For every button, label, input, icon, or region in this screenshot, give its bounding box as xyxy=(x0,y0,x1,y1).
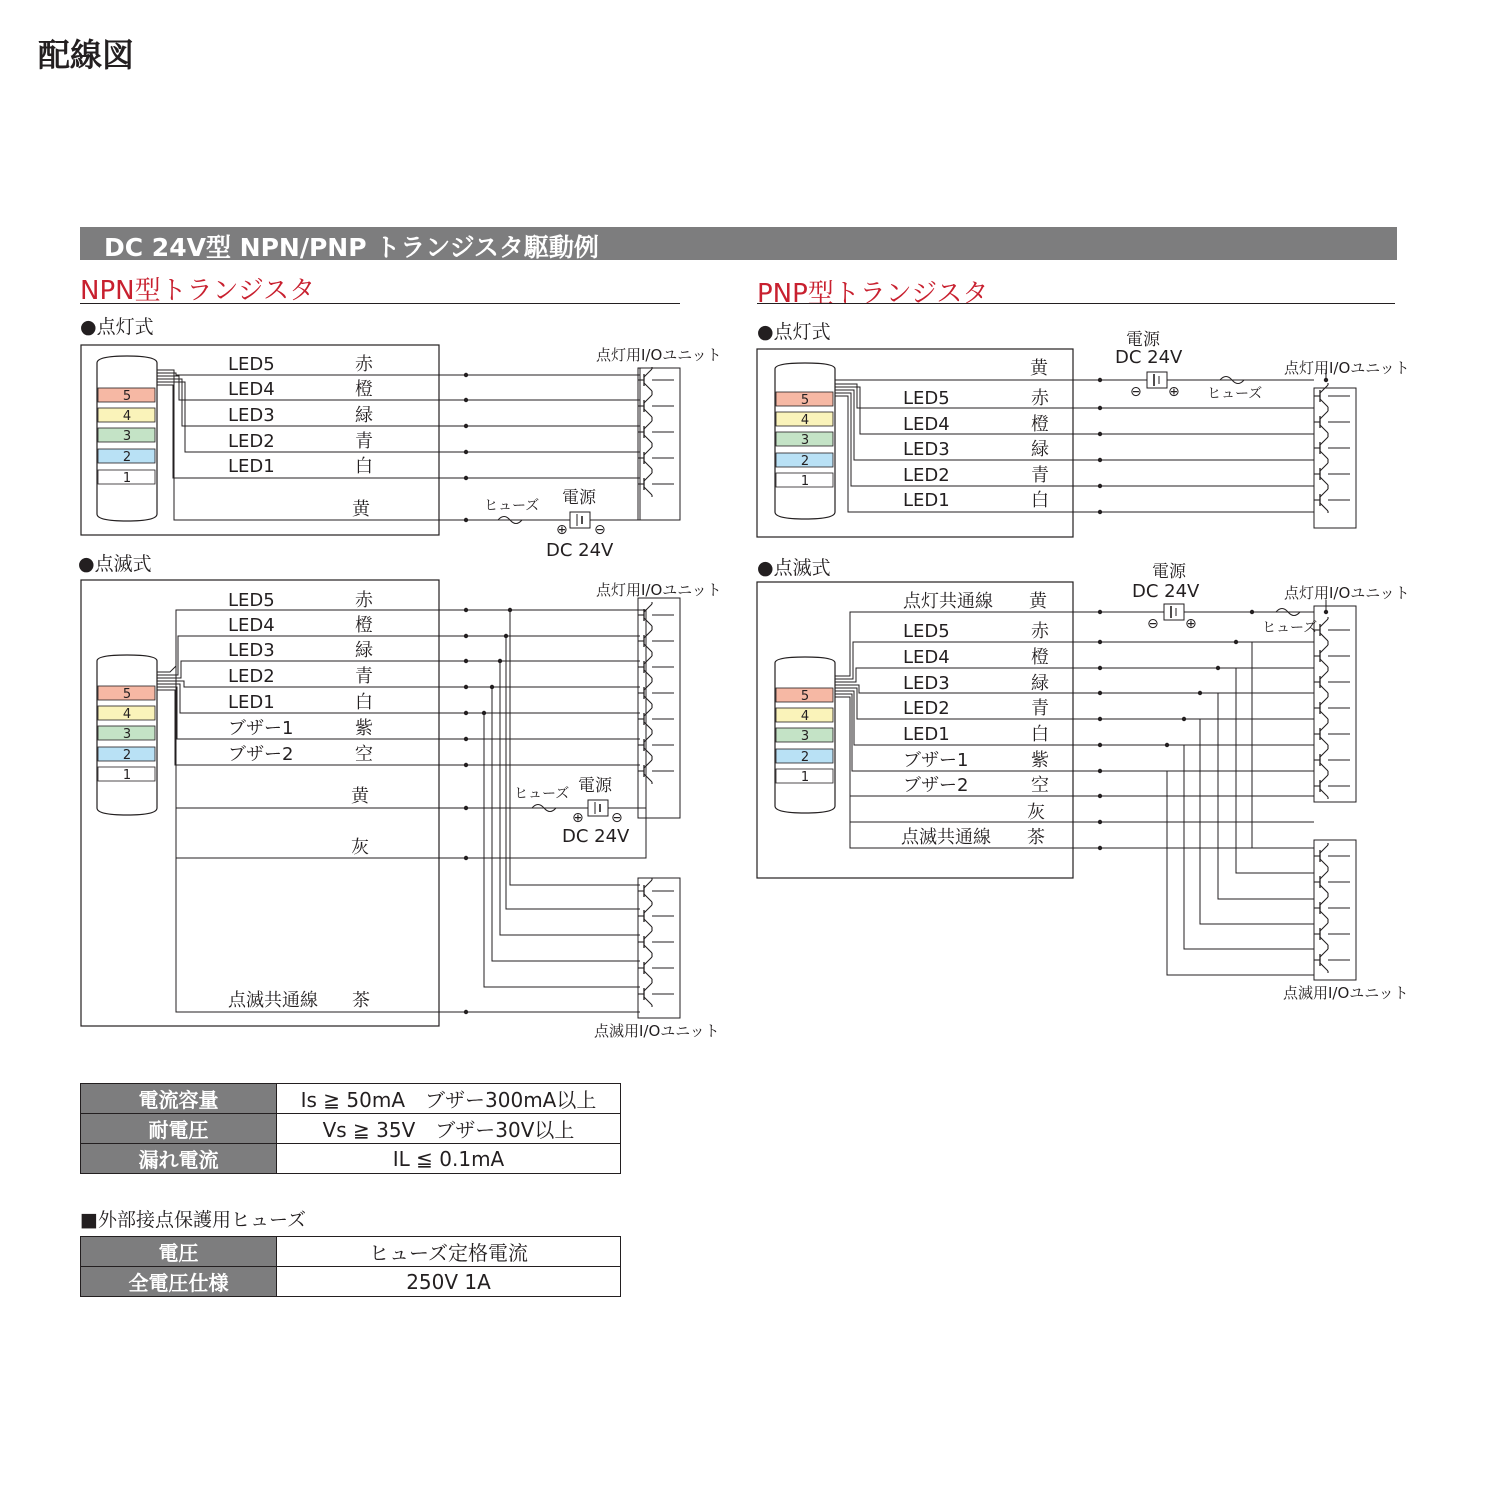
svg-text:灰: 灰 xyxy=(1027,802,1045,823)
svg-text:LED1: LED1 xyxy=(903,490,950,511)
spec-value: Vs ≧ 35V ブザー30V以上 xyxy=(277,1114,621,1144)
svg-text:LED4: LED4 xyxy=(228,615,275,636)
svg-text:LED2: LED2 xyxy=(228,666,275,687)
svg-text:ヒューズ: ヒューズ xyxy=(1207,386,1263,402)
pnp-steady-power xyxy=(1115,330,1183,400)
svg-text:⊖: ⊖ xyxy=(1147,616,1159,632)
svg-text:青: 青 xyxy=(355,666,373,687)
svg-text:点滅共通線: 点滅共通線 xyxy=(228,990,318,1011)
page-title: 配線図 xyxy=(38,36,135,74)
pnp-flash-heading: ●点滅式 xyxy=(757,557,831,579)
svg-text:LED2: LED2 xyxy=(903,698,950,719)
tier-label-3: 3 xyxy=(122,429,132,444)
svg-text:灰: 灰 xyxy=(351,837,369,858)
signal-tower xyxy=(97,655,157,815)
svg-text:1: 1 xyxy=(122,768,132,783)
svg-text:点灯共通線: 点灯共通線 xyxy=(903,591,993,612)
svg-text:空: 空 xyxy=(1031,775,1049,796)
svg-text:赤: 赤 xyxy=(1031,621,1049,642)
svg-text:点滅共通線: 点滅共通線 xyxy=(901,827,991,848)
npn-steady-led4-label: LED4 xyxy=(228,379,275,400)
npn-steady-led1-color: 白 xyxy=(355,456,373,477)
pnp-steady-heading: ●点灯式 xyxy=(757,321,831,343)
svg-text:ヒューズ: ヒューズ xyxy=(1262,620,1318,636)
svg-text:DC 24V: DC 24V xyxy=(1132,581,1200,602)
svg-text:3: 3 xyxy=(122,727,132,742)
svg-text:ブザー2: ブザー2 xyxy=(228,744,294,765)
svg-text:点滅用I/Oユニット: 点滅用I/Oユニット xyxy=(594,1022,720,1040)
spec-table xyxy=(80,1083,621,1174)
svg-text:空: 空 xyxy=(355,744,373,765)
svg-text:⊕: ⊕ xyxy=(1168,384,1180,400)
svg-text:LED1: LED1 xyxy=(228,692,275,713)
svg-text:5: 5 xyxy=(800,689,810,704)
pnp-flash-power xyxy=(1132,562,1200,632)
svg-text:ブザー2: ブザー2 xyxy=(903,775,969,796)
svg-text:ブザー1: ブザー1 xyxy=(228,718,294,739)
svg-text:橙: 橙 xyxy=(355,615,373,636)
svg-text:3: 3 xyxy=(800,729,810,744)
tier-label-4: 4 xyxy=(122,409,132,424)
svg-text:3: 3 xyxy=(800,433,810,448)
npn-section-title: NPN型トランジスタ xyxy=(80,276,316,306)
svg-text:LED1: LED1 xyxy=(903,724,950,745)
svg-text:橙: 橙 xyxy=(1031,414,1049,435)
svg-text:2: 2 xyxy=(122,748,132,763)
npn-steady-led2-color: 青 xyxy=(355,431,373,452)
tier-label-1: 1 xyxy=(122,471,132,486)
svg-text:⊖: ⊖ xyxy=(1130,384,1142,400)
svg-text:青: 青 xyxy=(1031,698,1049,719)
spec-value: IL ≦ 0.1mA xyxy=(277,1144,621,1174)
signal-tower xyxy=(97,356,157,521)
svg-text:LED4: LED4 xyxy=(903,414,950,435)
spec-row xyxy=(81,1144,621,1174)
npn-steady-diagram xyxy=(81,345,722,561)
svg-text:⊕: ⊕ xyxy=(556,522,568,538)
fuse-section-heading: ■外部接点保護用ヒューズ xyxy=(80,1209,307,1231)
npn-steady-common-color: 黄 xyxy=(352,499,370,520)
svg-text:白: 白 xyxy=(355,692,373,713)
svg-text:LED3: LED3 xyxy=(903,673,950,694)
svg-text:ブザー1: ブザー1 xyxy=(903,750,969,771)
svg-text:白: 白 xyxy=(1031,724,1049,745)
svg-text:⊕: ⊕ xyxy=(572,810,584,826)
svg-text:緑: 緑 xyxy=(1031,673,1049,694)
pnp-flash-diagram xyxy=(757,562,1410,1002)
svg-text:赤: 赤 xyxy=(1031,388,1049,409)
svg-text:5: 5 xyxy=(122,687,132,702)
npn-flash-heading: ●点滅式 xyxy=(78,553,152,575)
npn-steady-unit-label: 点灯用I/Oユニット xyxy=(596,346,722,364)
spec-label: 電流容量 xyxy=(81,1084,277,1114)
npn-steady-led3-label: LED3 xyxy=(228,405,275,426)
svg-text:点灯用I/Oユニット: 点灯用I/Oユニット xyxy=(596,581,722,599)
svg-text:黄: 黄 xyxy=(1030,358,1048,379)
npn-steady-led5-label: LED5 xyxy=(228,354,275,375)
svg-text:DC 24V: DC 24V xyxy=(1115,347,1183,368)
svg-text:紫: 紫 xyxy=(355,718,373,739)
npn-steady-power xyxy=(546,488,614,561)
svg-text:点灯用I/Oユニット: 点灯用I/Oユニット xyxy=(1284,359,1410,377)
svg-text:LED2: LED2 xyxy=(903,465,950,486)
pnp-flash-fuse xyxy=(1262,609,1317,637)
tier-label-5: 5 xyxy=(122,389,132,404)
svg-text:LED5: LED5 xyxy=(903,388,950,409)
fuse-row xyxy=(81,1267,621,1297)
svg-text:1: 1 xyxy=(800,474,810,489)
svg-text:2: 2 xyxy=(800,750,810,765)
npn-steady-led4-color: 橙 xyxy=(355,379,373,400)
fuse-header-row xyxy=(81,1237,621,1267)
signal-tower xyxy=(775,363,835,519)
svg-text:⊖: ⊖ xyxy=(611,810,623,826)
svg-text:白: 白 xyxy=(1031,490,1049,511)
svg-text:LED5: LED5 xyxy=(903,621,950,642)
npn-steady-led3-color: 緑 xyxy=(355,405,373,426)
npn-steady-led1-label: LED1 xyxy=(228,456,275,477)
spec-row xyxy=(81,1114,621,1144)
npn-steady-led5-color: 赤 xyxy=(355,354,373,375)
svg-text:1: 1 xyxy=(800,770,810,785)
svg-text:緑: 緑 xyxy=(355,640,373,661)
svg-text:赤: 赤 xyxy=(355,590,373,611)
svg-text:ヒューズ: ヒューズ xyxy=(514,786,570,802)
svg-text:ヒューズ: ヒューズ xyxy=(484,498,540,514)
svg-text:⊖: ⊖ xyxy=(594,522,606,538)
svg-text:4: 4 xyxy=(122,707,132,722)
svg-text:点灯用I/Oユニット: 点灯用I/Oユニット xyxy=(1284,584,1410,602)
svg-text:2: 2 xyxy=(800,454,810,469)
fuse-row-value: 250V 1A xyxy=(277,1267,621,1297)
pnp-steady-diagram xyxy=(757,330,1410,537)
fuse-header-label: 電圧 xyxy=(81,1237,277,1267)
svg-text:⊕: ⊕ xyxy=(1185,616,1197,632)
svg-text:点滅用I/Oユニット: 点滅用I/Oユニット xyxy=(1283,984,1409,1002)
svg-text:茶: 茶 xyxy=(352,990,370,1011)
svg-text:LED3: LED3 xyxy=(228,640,275,661)
fuse-header-value: ヒューズ定格電流 xyxy=(277,1237,621,1267)
banner-title: DC 24V型 NPN/PNP トランジスタ駆動例 xyxy=(104,233,599,262)
svg-text:橙: 橙 xyxy=(1031,647,1049,668)
svg-text:黄: 黄 xyxy=(351,786,369,807)
svg-text:4: 4 xyxy=(800,709,810,724)
svg-text:LED4: LED4 xyxy=(903,647,950,668)
svg-text:電源: 電源 xyxy=(562,488,596,508)
svg-text:DC 24V: DC 24V xyxy=(546,540,614,561)
npn-steady-led2-label: LED2 xyxy=(228,431,275,452)
tier-label-2: 2 xyxy=(122,450,132,465)
npn-steady-heading: ●点灯式 xyxy=(80,316,154,338)
npn-flash-diagram xyxy=(81,580,722,1040)
svg-text:青: 青 xyxy=(1031,465,1049,486)
spec-row xyxy=(81,1084,621,1114)
signal-tower xyxy=(775,657,835,813)
spec-value: Is ≧ 50mA ブザー300mA以上 xyxy=(277,1084,621,1114)
spec-label: 耐電圧 xyxy=(81,1114,277,1144)
svg-text:茶: 茶 xyxy=(1027,827,1045,848)
fuse-table xyxy=(80,1236,621,1297)
svg-text:黄: 黄 xyxy=(1029,591,1047,612)
svg-text:紫: 紫 xyxy=(1031,750,1049,771)
svg-text:DC 24V: DC 24V xyxy=(562,826,630,847)
spec-label: 漏れ電流 xyxy=(81,1144,277,1174)
svg-text:電源: 電源 xyxy=(1126,330,1160,350)
svg-text:電源: 電源 xyxy=(578,776,612,796)
pnp-section-title: PNP型トランジスタ xyxy=(757,279,989,309)
svg-text:電源: 電源 xyxy=(1152,562,1186,582)
npn-flash-power xyxy=(562,776,630,847)
svg-text:LED5: LED5 xyxy=(228,590,275,611)
svg-text:5: 5 xyxy=(800,393,810,408)
svg-text:4: 4 xyxy=(800,413,810,428)
fuse-row-label: 全電圧仕様 xyxy=(81,1267,277,1297)
svg-text:緑: 緑 xyxy=(1031,439,1049,460)
svg-text:LED3: LED3 xyxy=(903,439,950,460)
